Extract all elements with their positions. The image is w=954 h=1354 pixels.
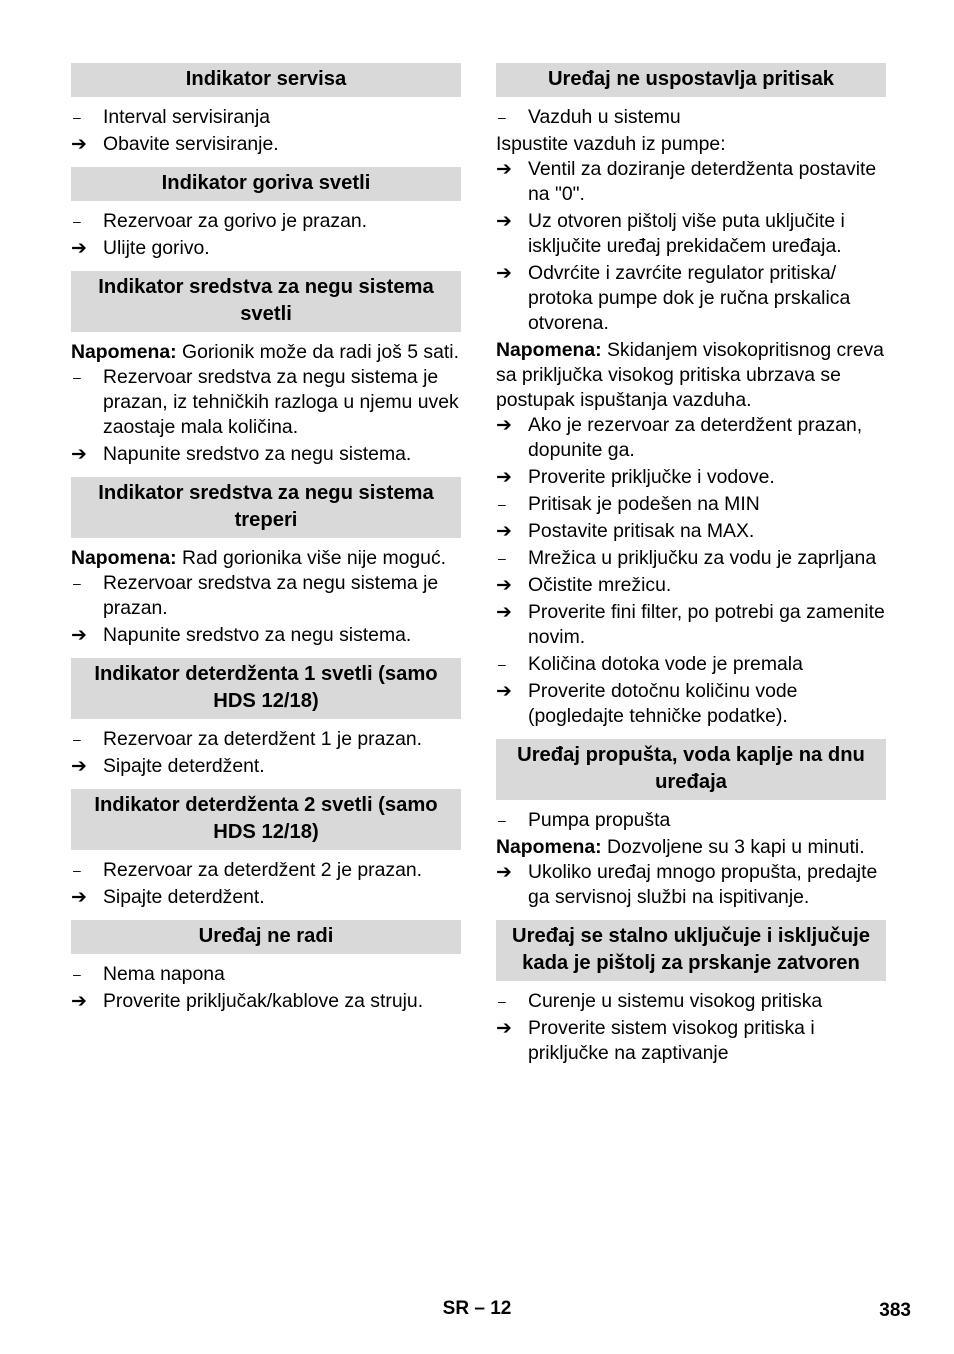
note-text: Dozvoljene su 3 kapi u minuti. <box>601 836 865 858</box>
item-text: Ventil za doziranje deterdženta postavite na "0". <box>528 158 877 205</box>
section-heading-indikator-sredstva-za-negu-sistema-trepe: Indikator sredstva za negu sistema treperi <box>71 477 461 538</box>
arrow-right-icon: ➔ <box>496 681 512 702</box>
section-heading-uredjaj-ne-radi: Uređaj ne radi <box>71 920 461 954</box>
action-item <box>71 885 461 910</box>
action-item <box>496 157 886 207</box>
condition-item <box>71 962 461 987</box>
arrow-right-icon: ➔ <box>496 862 512 883</box>
item-text: Rezervoar sredstva za negu sistema je prazan. <box>103 572 439 619</box>
paragraph: Ispustite vazduh iz pumpe: <box>496 133 726 155</box>
condition-item <box>71 858 461 883</box>
arrow-right-icon: ➔ <box>71 625 87 646</box>
arrow-right-icon: ➔ <box>496 263 512 284</box>
item-text: Proverite dotočnu količinu vode (pogledajte tehničke podatke). <box>528 680 798 727</box>
action-item <box>496 465 886 490</box>
arrow-right-icon: ➔ <box>496 602 512 623</box>
condition-item <box>71 209 461 234</box>
action-item <box>496 600 886 650</box>
item-text: Curenje u sistemu visokog pritiska <box>528 990 823 1012</box>
item-text: Očistite mrežicu. <box>528 574 672 596</box>
right-column <box>496 63 886 1076</box>
section-heading-indikator-goriva-svetli: Indikator goriva svetli <box>71 167 461 201</box>
item-text: Rezervoar za gorivo je prazan. <box>103 210 368 232</box>
dash-bullet-icon: – <box>73 213 81 229</box>
page-number: 383 <box>879 1300 911 1321</box>
action-item <box>496 679 886 729</box>
item-text: Nema napona <box>103 963 225 985</box>
note-paragraph <box>71 340 461 365</box>
action-item <box>71 754 461 779</box>
note-paragraph <box>496 835 886 860</box>
arrow-right-icon: ➔ <box>496 521 512 542</box>
action-item <box>496 860 886 910</box>
action-item <box>71 236 461 261</box>
note-paragraph <box>71 546 461 571</box>
arrow-right-icon: ➔ <box>71 887 87 908</box>
action-item <box>496 209 886 259</box>
arrow-right-icon: ➔ <box>71 756 87 777</box>
arrow-right-icon: ➔ <box>496 159 512 180</box>
item-text: Odvrćite i zavrćite regulator pritiska/ protoka pumpe dok je ručna prskalica otvorena. <box>528 262 851 334</box>
condition-item <box>496 989 886 1014</box>
item-text: Ukoliko uređaj mnogo propušta, predajte ga servisnoj službi na ispitivanje. <box>528 861 878 908</box>
item-text: Napunite sredstvo za negu sistema. <box>103 624 412 646</box>
item-text: Proverite sistem visokog pritiska i priključke na zaptivanje <box>528 1017 815 1064</box>
section-heading-uredjaj-propusta-voda-kaplje-na-dnu-ured: Uređaj propušta, voda kaplje na dnu uređaja <box>496 739 886 800</box>
condition-item <box>496 652 886 677</box>
arrow-right-icon: ➔ <box>71 444 87 465</box>
arrow-right-icon: ➔ <box>496 1018 512 1039</box>
action-item <box>496 261 886 336</box>
condition-item <box>496 105 886 130</box>
note-paragraph <box>496 338 886 413</box>
action-item <box>496 573 886 598</box>
item-text: Interval servisiranja <box>103 106 271 128</box>
dash-bullet-icon: – <box>73 731 81 747</box>
item-text: Rezervoar sredstva za negu sistema je prazan, iz tehničkih razloga u njemu uvek zaostaje mala količina. <box>103 366 459 438</box>
note-label: Napomena: <box>71 341 177 363</box>
item-text: Rezervoar za deterdžent 2 je prazan. <box>103 859 423 881</box>
action-item <box>71 442 461 467</box>
dash-bullet-icon: – <box>498 496 506 512</box>
section-heading-indikator-sredstva-za-negu-sistema-svetl: Indikator sredstva za negu sistema svetli <box>71 271 461 332</box>
note-label: Napomena: <box>496 339 602 361</box>
note-label: Napomena: <box>71 547 177 569</box>
condition-item <box>71 365 461 440</box>
item-text: Obavite servisiranje. <box>103 133 279 155</box>
item-text: Sipajte deterdžent. <box>103 886 265 908</box>
dash-bullet-icon: – <box>498 812 506 828</box>
section-heading-uredjaj-ne-uspostavlja-pritisak: Uređaj ne uspostavlja pritisak <box>496 63 886 97</box>
arrow-right-icon: ➔ <box>496 211 512 232</box>
note-text: Rad gorionika više nije moguć. <box>176 547 447 569</box>
dash-bullet-icon: – <box>498 550 506 566</box>
condition-item <box>71 571 461 621</box>
condition-item <box>496 808 886 833</box>
item-text: Postavite pritisak na MAX. <box>528 520 755 542</box>
item-text: Proverite fini filter, po potrebi ga zamenite novim. <box>528 601 885 648</box>
arrow-right-icon: ➔ <box>71 991 87 1012</box>
item-text: Uz otvoren pištolj više puta uključite i isključite uređaj prekidačem uređaja. <box>528 210 845 257</box>
item-text: Ako je rezervoar za deterdžent prazan, dopunite ga. <box>528 414 863 461</box>
arrow-right-icon: ➔ <box>496 415 512 436</box>
item-text: Pumpa propušta <box>528 809 671 831</box>
condition-item <box>71 727 461 752</box>
dash-bullet-icon: – <box>73 862 81 878</box>
arrow-right-icon: ➔ <box>496 467 512 488</box>
action-item <box>496 519 886 544</box>
dash-bullet-icon: – <box>73 575 81 591</box>
item-text: Proverite priključke i vodove. <box>528 466 775 488</box>
action-item <box>71 989 461 1014</box>
item-text: Sipajte deterdžent. <box>103 755 265 777</box>
action-item <box>496 1016 886 1066</box>
action-item <box>71 623 461 648</box>
left-column <box>71 63 461 1024</box>
arrow-right-icon: ➔ <box>71 134 87 155</box>
note-text: Gorionik može da radi još 5 sati. <box>176 341 459 363</box>
dash-bullet-icon: – <box>498 656 506 672</box>
arrow-right-icon: ➔ <box>71 238 87 259</box>
condition-item <box>496 492 886 517</box>
condition-item <box>496 546 886 571</box>
item-text: Rezervoar za deterdžent 1 je prazan. <box>103 728 423 750</box>
dash-bullet-icon: – <box>498 993 506 1009</box>
section-page-label: SR – 12 <box>442 1298 512 1319</box>
item-text: Mrežica u priključku za vodu je zaprljana <box>528 547 877 569</box>
item-text: Napunite sredstvo za negu sistema. <box>103 443 412 465</box>
arrow-right-icon: ➔ <box>496 575 512 596</box>
section-heading-indikator-deterdzenta-2-svetli-samo-hds-: Indikator deterdženta 2 svetli (samo HDS 12/18) <box>71 789 461 850</box>
dash-bullet-icon: – <box>73 966 81 982</box>
dash-bullet-icon: – <box>73 109 81 125</box>
item-text: Vazduh u sistemu <box>528 106 681 128</box>
dash-bullet-icon: – <box>73 369 81 385</box>
item-text: Pritisak je podešen na MIN <box>528 493 760 515</box>
dash-bullet-icon: – <box>498 109 506 125</box>
item-text: Količina dotoka vode je premala <box>528 653 803 675</box>
note-text: Skidanjem visokopritisnog creva sa priključka visokog pritiska ubrzava se postupak ispuštanja vazduha. <box>496 339 884 411</box>
section-heading-uredjaj-se-stalno-ukljucuje-i-iskljucuje: Uređaj se stalno uključuje i isključuje kada je pištolj za prskanje zatvoren <box>496 920 886 981</box>
item-text: Proverite priključak/kablove za struju. <box>103 990 424 1012</box>
section-heading-indikator-servisa: Indikator servisa <box>71 63 461 97</box>
section-heading-indikator-deterdzenta-1-svetli-samo-hds-: Indikator deterdženta 1 svetli (samo HDS 12/18) <box>71 658 461 719</box>
action-item <box>496 413 886 463</box>
item-text: Ulijte gorivo. <box>103 237 210 259</box>
note-label: Napomena: <box>496 836 602 858</box>
condition-item <box>71 105 461 130</box>
action-item <box>71 132 461 157</box>
